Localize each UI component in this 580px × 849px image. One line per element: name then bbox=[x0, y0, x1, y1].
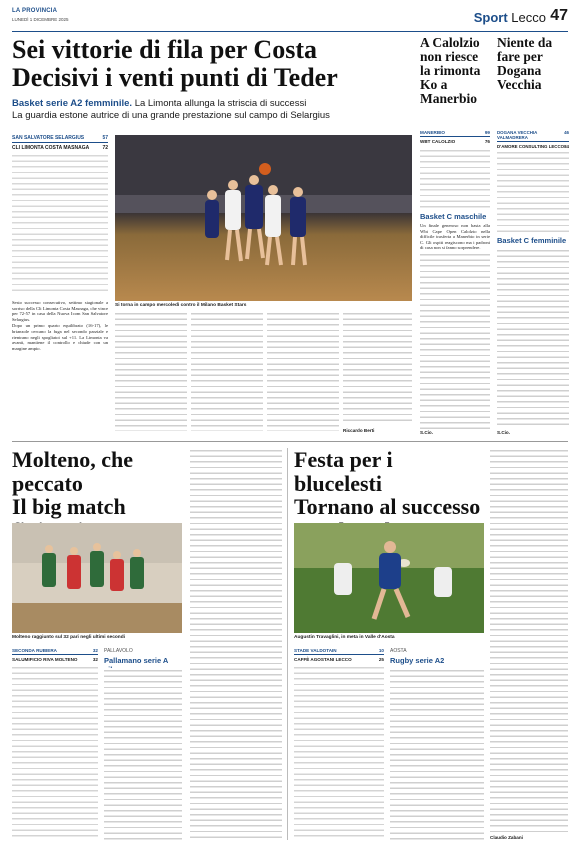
story3-caption: Augustin Travaglini, in meta in Valle d'Aosta bbox=[294, 635, 395, 640]
paper-name: LA PROVINCIA bbox=[12, 8, 58, 14]
story2-scorebox bbox=[12, 648, 98, 662]
rugby-player-image bbox=[294, 523, 484, 633]
lead-body-para1: Sesto successo consecutivo, settimo stagionale a sorriso della Cli Limonta Costa Masnaga, che vince per 72-57 in casa della Nuova Icom San Salvatore Selargius. bbox=[12, 300, 108, 322]
lead-stats bbox=[12, 152, 108, 294]
story2-score-team2: SALUMIFICIO RIVA MOLTENO bbox=[12, 657, 78, 662]
side1-score-team2: WBT CALOLZIO bbox=[420, 139, 456, 144]
story3-headline-line1: Festa per i blucelesti bbox=[294, 447, 393, 496]
story3-score-val2: 25 bbox=[378, 657, 384, 662]
side2-scorebox bbox=[497, 130, 569, 149]
side1-headline: A Calolzio non riesce la rimonta Ko a Manerbio bbox=[420, 35, 481, 106]
story2-headline-line1: Molteno, che peccato bbox=[12, 447, 133, 496]
story2-score-val2: 32 bbox=[92, 657, 98, 662]
lead-body-para2: Dopo un primo quarto equilibrato (16-17), le brianzole cercano la fuga nel secondo parziale e rientrano negli spogliatoi sul +11. La Limonta va avanti, mantiene il controllo e chiude con un margine ampio. bbox=[12, 323, 108, 351]
column-divider bbox=[287, 448, 288, 840]
story2-photo bbox=[12, 523, 182, 633]
side2-score-val1: 46 bbox=[564, 130, 569, 135]
side2-headline: Niente da fare per Dogana Vecchia bbox=[497, 35, 553, 92]
story3-body-col2 bbox=[490, 448, 568, 833]
lead-sub1: La Limonta allunga la striscia di successi bbox=[134, 98, 307, 109]
story3-author: Claudio Zabani bbox=[490, 835, 523, 840]
lead-subhead bbox=[12, 98, 412, 122]
story2-caption: Molteno raggiunto sul 32 pari negli ultimi secondi bbox=[12, 635, 126, 640]
page-header bbox=[12, 6, 568, 32]
story3-headline-line2: Tornano al successo bbox=[294, 494, 481, 519]
lead-body-col5 bbox=[343, 311, 412, 435]
side2-score-team2: D'AMORE CONSULTING LECCO bbox=[497, 144, 565, 149]
lead-scorebox bbox=[12, 135, 108, 151]
story2-headline-line2: Il big match bbox=[12, 494, 126, 519]
section-place: Lecco bbox=[511, 10, 546, 25]
side2-author: S.Cio. bbox=[497, 430, 511, 435]
story3-score-team1: STADE VALDOTAIN bbox=[294, 648, 337, 653]
lead-kicker: Basket serie A2 femminile. bbox=[12, 98, 133, 109]
lead-score-team2: CLI LIMONTA COSTA MASNAGA bbox=[12, 145, 90, 151]
lead-body-col1 bbox=[12, 300, 108, 435]
story3-stats bbox=[294, 665, 384, 840]
story3-score-team2: CAFFÈ AGOSTANI LECCO bbox=[294, 657, 352, 662]
lead-body-col3 bbox=[191, 311, 263, 435]
lead-score-team1: SAN SALVATORE SELARGIUS bbox=[12, 135, 85, 141]
lead-photo-caption: Si torna in campo mercoledì contro il Milano Basket Stars bbox=[115, 303, 247, 308]
side2-body bbox=[497, 248, 569, 428]
side1-body-para: Un finale generoso non basta alla Wbt Cape Open Calolzio nella difficile trasferta a Manerbio in serie C. Gli ospiti reagiscono ma i padroni di casa non si fanno sorprendere. bbox=[420, 223, 490, 251]
section-label: Sport bbox=[473, 10, 508, 25]
story2-body bbox=[104, 668, 182, 840]
story2-stats bbox=[12, 665, 98, 840]
section-divider bbox=[12, 441, 568, 442]
story2-score-val1: 32 bbox=[92, 648, 98, 653]
side2-score-val2: 84 bbox=[564, 144, 569, 149]
page-number: 47 bbox=[550, 7, 568, 24]
paper-date: LUNEDÌ 1 DICEMBRE 2025 bbox=[12, 17, 69, 22]
side1-kicker: Basket C maschile bbox=[420, 212, 487, 221]
story2-kicker-label: PALLAVOLO bbox=[104, 648, 133, 654]
side2-stats bbox=[497, 150, 569, 232]
lead-author: Riccardo Berti bbox=[343, 428, 375, 433]
side1-stats bbox=[420, 148, 490, 208]
side1-score-val1: 99 bbox=[484, 130, 490, 135]
side2-score-team1: DOGANA VECCHIA VALMADRERA bbox=[497, 130, 538, 140]
story3-kicker: Rugby serie A2 bbox=[390, 656, 445, 665]
lead-body-col2 bbox=[115, 311, 187, 435]
lead-photo bbox=[115, 135, 412, 301]
side1-score-team1: MANERBIO bbox=[420, 130, 446, 135]
side2-kicker: Basket C femminile bbox=[497, 236, 567, 245]
story3-scorebox bbox=[294, 648, 384, 662]
side1-score-val2: 76 bbox=[484, 139, 490, 144]
story3-kicker-label: AOSTA bbox=[390, 648, 407, 654]
lead-headline bbox=[12, 36, 412, 92]
story2-kicker: Pallamano serie A bbox=[104, 656, 169, 665]
basketball-players-image bbox=[115, 135, 412, 301]
lead-score-val1: 57 bbox=[102, 135, 108, 141]
side1-body bbox=[420, 223, 490, 431]
lead-sub2: La guardia estone autrice di una grande prestazione sul campo di Selargius bbox=[12, 110, 330, 121]
story3-body bbox=[390, 668, 484, 840]
lead-headline-line2: Decisivi i venti punti di Teder bbox=[12, 63, 338, 92]
section-title bbox=[474, 10, 546, 25]
lead-score-val2: 72 bbox=[102, 145, 108, 151]
side1-author: S.Cio. bbox=[420, 430, 434, 435]
side1-scorebox bbox=[420, 130, 490, 144]
story3-photo bbox=[294, 523, 484, 633]
lead-body-col4 bbox=[267, 311, 339, 435]
lead-headline-line1: Sei vittorie di fila per Costa bbox=[12, 35, 317, 64]
story2-score-team1: SECONDA RUBIERA bbox=[12, 648, 58, 653]
story2-body-col2 bbox=[190, 448, 282, 840]
handball-players-image bbox=[12, 523, 182, 633]
story3-score-val1: 10 bbox=[378, 648, 384, 653]
